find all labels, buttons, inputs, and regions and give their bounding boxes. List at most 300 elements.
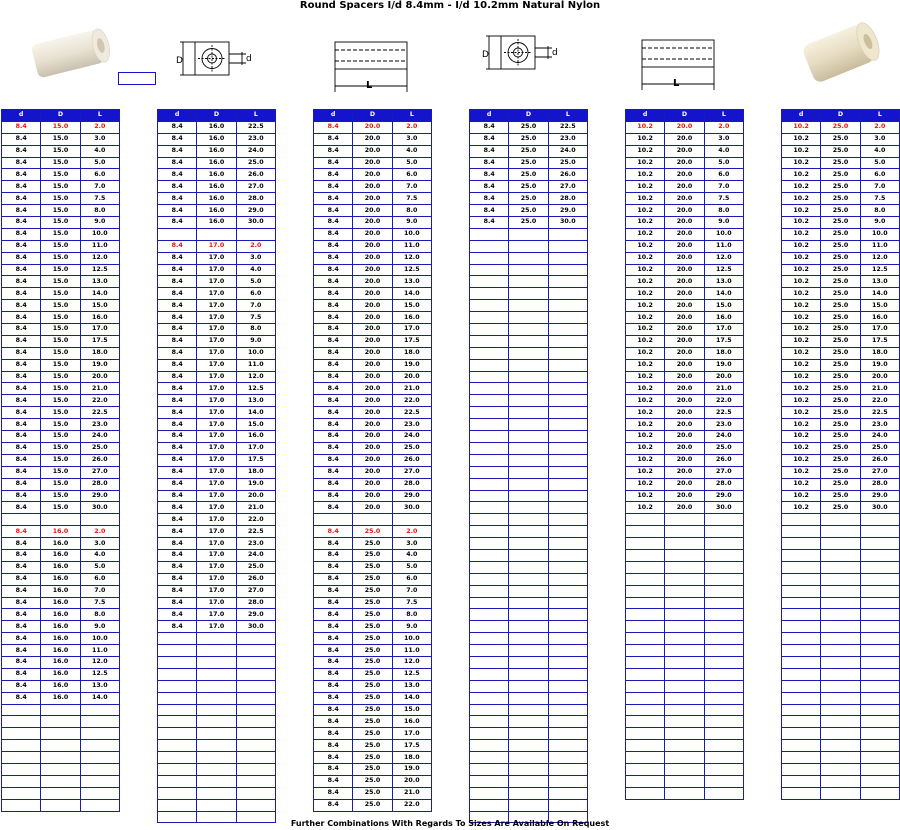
table-cell: 20.0 [353, 478, 392, 490]
table-row [782, 763, 900, 775]
table-cell: 25.0 [353, 573, 392, 585]
table-row [626, 597, 744, 609]
table-cell [470, 645, 509, 657]
table-cell: 19.0 [860, 359, 899, 371]
table-cell [197, 656, 236, 668]
table-cell [158, 680, 197, 692]
table-cell: 25.0 [821, 347, 860, 359]
spacer-photo-right [796, 14, 888, 86]
table-cell [626, 775, 665, 787]
table-row [782, 526, 900, 538]
table-cell [704, 752, 743, 764]
table-cell: 28.0 [860, 478, 899, 490]
table-cell: 8.4 [314, 692, 353, 704]
table-cell: 8.4 [2, 359, 41, 371]
table-cell: 25.0 [821, 240, 860, 252]
table-cell: 25.0 [821, 502, 860, 514]
table-row [470, 740, 588, 752]
table-cell [470, 383, 509, 395]
table-row [158, 478, 276, 490]
table-cell: 8.4 [314, 526, 353, 538]
column-header: d [782, 110, 821, 122]
table-cell: 14.0 [392, 288, 431, 300]
table-row [470, 371, 588, 383]
table-cell [548, 609, 587, 621]
table-row [782, 383, 900, 395]
side-view-diagram-2 [634, 36, 724, 92]
table-cell: 15.0 [41, 228, 80, 240]
table-cell: 8.4 [470, 205, 509, 217]
table-cell [548, 561, 587, 573]
table-cell: 8.4 [2, 597, 41, 609]
table-row [782, 252, 900, 264]
table-cell [626, 538, 665, 550]
table-cell [782, 573, 821, 585]
table-row [626, 419, 744, 431]
table-cell [197, 728, 236, 740]
table-cell: 8.4 [2, 264, 41, 276]
table-cell [470, 252, 509, 264]
table-cell: 8.4 [158, 312, 197, 324]
table-cell: 10.2 [626, 181, 665, 193]
table-cell [548, 419, 587, 431]
table-row [782, 716, 900, 728]
table-row [782, 609, 900, 621]
table-cell: 8.4 [158, 217, 197, 229]
table-cell [626, 716, 665, 728]
table-cell [548, 728, 587, 740]
table-row [158, 668, 276, 680]
table-cell: 8.4 [158, 478, 197, 490]
table-cell: 15.0 [41, 217, 80, 229]
table-row [782, 347, 900, 359]
table-cell [158, 763, 197, 775]
table-cell: 20.0 [353, 240, 392, 252]
table-cell [509, 549, 548, 561]
table-cell [821, 561, 860, 573]
table-cell: 10.0 [392, 228, 431, 240]
table-cell: 25.0 [509, 193, 548, 205]
table-cell: 12.0 [80, 252, 119, 264]
table-cell [509, 597, 548, 609]
table-cell: 8.4 [2, 407, 41, 419]
table-cell: 25.0 [353, 609, 392, 621]
table-cell: 9.0 [392, 621, 431, 633]
table-cell: 8.4 [314, 645, 353, 657]
table-row [2, 680, 120, 692]
table-row [158, 347, 276, 359]
table-cell: 8.4 [2, 324, 41, 336]
table-cell: 8.4 [314, 371, 353, 383]
spacer-photo-left [26, 22, 116, 86]
table-cell: 25.0 [821, 442, 860, 454]
table-cell: 8.4 [2, 466, 41, 478]
table-cell: 25.0 [821, 121, 860, 133]
table-row [314, 478, 432, 490]
table-cell: 10.2 [782, 157, 821, 169]
table-cell [782, 609, 821, 621]
table-cell [782, 787, 821, 799]
table-cell [626, 752, 665, 764]
table-row [626, 538, 744, 550]
table-cell: 17.0 [197, 252, 236, 264]
table-row [470, 276, 588, 288]
table-cell: 25.0 [821, 264, 860, 276]
table-cell: 8.4 [158, 526, 197, 538]
table-cell: 10.0 [80, 633, 119, 645]
table-cell: 15.0 [41, 395, 80, 407]
table-cell: 13.0 [236, 395, 275, 407]
table-cell [704, 656, 743, 668]
table-cell: 29.0 [236, 205, 275, 217]
table-cell: 22.5 [860, 407, 899, 419]
table-cell: 16.0 [41, 573, 80, 585]
table-cell [509, 264, 548, 276]
table-cell [509, 371, 548, 383]
table-cell: 17.0 [197, 538, 236, 550]
table-cell: 8.4 [2, 240, 41, 252]
table-cell: 10.2 [782, 145, 821, 157]
table-cell [548, 300, 587, 312]
table-row [314, 668, 432, 680]
table-cell [470, 312, 509, 324]
table-cell: 20.0 [353, 157, 392, 169]
table-cell: 5.0 [392, 561, 431, 573]
table-cell: 4.0 [80, 549, 119, 561]
table-cell: 20.0 [665, 181, 704, 193]
table-row [782, 621, 900, 633]
table-row [470, 645, 588, 657]
table-cell: 10.2 [782, 300, 821, 312]
table-row [314, 347, 432, 359]
table-row [626, 478, 744, 490]
table-cell: 8.4 [314, 264, 353, 276]
table-row [626, 561, 744, 573]
table-cell: 17.0 [704, 324, 743, 336]
table-row [626, 407, 744, 419]
table-cell: 4.0 [80, 145, 119, 157]
table-cell: 20.0 [353, 205, 392, 217]
table-cell: 6.0 [236, 288, 275, 300]
table-cell: 7.0 [392, 585, 431, 597]
table-cell: 12.5 [80, 668, 119, 680]
table-cell: 8.4 [2, 371, 41, 383]
table-cell [470, 300, 509, 312]
table-row [2, 490, 120, 502]
table-cell: 8.4 [158, 490, 197, 502]
table-cell: 12.0 [236, 371, 275, 383]
table-row [470, 656, 588, 668]
table-cell: 25.0 [353, 752, 392, 764]
table-cell [509, 538, 548, 550]
table-cell: 8.4 [314, 300, 353, 312]
table-cell [470, 442, 509, 454]
table-cell [509, 609, 548, 621]
table-row [314, 240, 432, 252]
table-cell: 15.0 [41, 205, 80, 217]
table-cell [626, 585, 665, 597]
table-row [158, 228, 276, 240]
table-cell: 29.0 [704, 490, 743, 502]
table-cell [782, 549, 821, 561]
table-row [626, 145, 744, 157]
table-row [2, 716, 120, 728]
table-cell [2, 763, 41, 775]
table-cell: 29.0 [392, 490, 431, 502]
table-cell [236, 728, 275, 740]
table-cell [470, 228, 509, 240]
table-cell [236, 692, 275, 704]
table-cell: 25.0 [353, 549, 392, 561]
table-row [782, 597, 900, 609]
table-cell: 16.0 [197, 133, 236, 145]
table-cell [2, 740, 41, 752]
table-row [2, 157, 120, 169]
table-cell: 10.2 [626, 228, 665, 240]
table-cell: 25.0 [236, 561, 275, 573]
table-cell: 6.0 [392, 573, 431, 585]
table-cell: 20.0 [353, 490, 392, 502]
table-cell [2, 799, 41, 811]
table-cell: 8.4 [314, 347, 353, 359]
table-cell: 8.4 [314, 538, 353, 550]
table-cell [158, 775, 197, 787]
table-row [470, 121, 588, 133]
table-row [2, 335, 120, 347]
table-cell: 8.4 [2, 431, 41, 443]
table-row [782, 276, 900, 288]
table-cell: 25.0 [80, 442, 119, 454]
table-cell [470, 597, 509, 609]
table-cell: 27.0 [860, 466, 899, 478]
table-header-row [2, 110, 120, 122]
table-cell: 27.0 [704, 466, 743, 478]
table-cell: 25.0 [821, 181, 860, 193]
table-cell [470, 573, 509, 585]
table-cell: 20.0 [665, 347, 704, 359]
table-cell: 16.0 [41, 549, 80, 561]
table-row [626, 704, 744, 716]
table-cell [665, 573, 704, 585]
table-cell [197, 740, 236, 752]
table-cell: 10.2 [782, 121, 821, 133]
table-cell [860, 526, 899, 538]
table-cell [860, 609, 899, 621]
table-cell [470, 787, 509, 799]
table-row [158, 466, 276, 478]
table-row [470, 169, 588, 181]
table-cell: 8.4 [314, 335, 353, 347]
table-cell: 17.5 [236, 454, 275, 466]
table-cell: 21.0 [704, 383, 743, 395]
table-cell: 18.0 [704, 347, 743, 359]
table-row [314, 740, 432, 752]
column-header: L [392, 110, 431, 122]
table-cell [860, 621, 899, 633]
table-cell: 17.5 [80, 335, 119, 347]
table-cell: 6.0 [80, 573, 119, 585]
table-cell [236, 668, 275, 680]
table-row [2, 217, 120, 229]
column-header: D [41, 110, 80, 122]
table-row [158, 680, 276, 692]
table-cell: 25.0 [821, 383, 860, 395]
table-cell: 8.4 [2, 347, 41, 359]
table-cell: 8.4 [2, 573, 41, 585]
table-row [470, 597, 588, 609]
table-row [158, 193, 276, 205]
table-cell: 20.0 [665, 240, 704, 252]
table-cell [470, 502, 509, 514]
table-cell [509, 347, 548, 359]
table-cell: 10.2 [626, 466, 665, 478]
table-cell: 8.0 [392, 205, 431, 217]
table-cell: 8.4 [2, 181, 41, 193]
table-cell: 8.4 [314, 383, 353, 395]
table-cell: 25.0 [704, 442, 743, 454]
table-cell: 22.0 [392, 395, 431, 407]
table-row [782, 692, 900, 704]
table-cell: 8.4 [158, 145, 197, 157]
table-row [158, 454, 276, 466]
table-cell: 25.0 [353, 692, 392, 704]
table-cell [80, 787, 119, 799]
table-cell: 25.0 [509, 169, 548, 181]
table-cell: 8.4 [2, 276, 41, 288]
table-row [470, 157, 588, 169]
table-cell [548, 633, 587, 645]
table-cell [704, 716, 743, 728]
table-row [470, 264, 588, 276]
table-row [314, 228, 432, 240]
table-cell: 12.5 [704, 264, 743, 276]
table-cell: 25.0 [353, 740, 392, 752]
table-cell [626, 526, 665, 538]
table-row [314, 490, 432, 502]
table-cell: 8.4 [2, 633, 41, 645]
table-row [158, 121, 276, 133]
table-cell [548, 228, 587, 240]
table-cell: 20.0 [353, 276, 392, 288]
table-cell: 8.4 [314, 169, 353, 181]
table-cell: 7.5 [236, 312, 275, 324]
table-cell: 28.0 [704, 478, 743, 490]
table-row [626, 668, 744, 680]
table-cell: 30.0 [860, 502, 899, 514]
table-cell [548, 621, 587, 633]
table-cell: 27.0 [236, 585, 275, 597]
table-cell: 15.0 [41, 133, 80, 145]
table-cell: 13.0 [80, 276, 119, 288]
table-cell [860, 692, 899, 704]
table-row [626, 276, 744, 288]
table-cell: 8.4 [2, 680, 41, 692]
table-cell: 7.5 [392, 193, 431, 205]
table-cell: 8.4 [314, 359, 353, 371]
table-row [314, 276, 432, 288]
column-header: L [80, 110, 119, 122]
table-cell: 15.0 [41, 371, 80, 383]
table-row [314, 645, 432, 657]
table-cell [821, 716, 860, 728]
table-cell: 10.2 [782, 252, 821, 264]
table-cell [548, 312, 587, 324]
table-cell: 8.4 [314, 740, 353, 752]
table-row [314, 763, 432, 775]
table-cell: 17.0 [197, 383, 236, 395]
table-row [314, 288, 432, 300]
table-cell [470, 728, 509, 740]
table-cell [470, 431, 509, 443]
column-header: d [2, 110, 41, 122]
table-row [2, 240, 120, 252]
table-cell: 20.0 [80, 371, 119, 383]
table-cell: 10.0 [860, 228, 899, 240]
table-cell [665, 716, 704, 728]
table-cell: 8.4 [470, 157, 509, 169]
table-row [626, 181, 744, 193]
table-row [626, 395, 744, 407]
table-cell: 8.4 [158, 181, 197, 193]
table-cell [821, 704, 860, 716]
table-cell [548, 668, 587, 680]
table-cell [548, 763, 587, 775]
column-header: D [509, 110, 548, 122]
table-row [2, 228, 120, 240]
table-cell [509, 240, 548, 252]
table-cell: 5.0 [236, 276, 275, 288]
table-row [314, 371, 432, 383]
table-cell [704, 514, 743, 526]
table-cell [626, 633, 665, 645]
table-cell: 16.0 [41, 680, 80, 692]
table-cell: 24.0 [392, 431, 431, 443]
table-cell: 23.0 [236, 538, 275, 550]
table-cell [704, 645, 743, 657]
table-cell [470, 799, 509, 811]
table-cell: 3.0 [80, 133, 119, 145]
table-row [158, 359, 276, 371]
table-cell [860, 633, 899, 645]
table-cell: 25.0 [821, 312, 860, 324]
table-cell [158, 799, 197, 811]
table-cell [470, 419, 509, 431]
table-cell: 8.4 [470, 217, 509, 229]
table-row [782, 133, 900, 145]
table-row [314, 419, 432, 431]
table-row [626, 692, 744, 704]
table-cell: 25.0 [353, 763, 392, 775]
table-row [2, 538, 120, 550]
table-cell: 22.5 [392, 407, 431, 419]
table-cell: 20.0 [665, 121, 704, 133]
table-cell: 27.0 [236, 181, 275, 193]
table-row [782, 728, 900, 740]
table-cell [80, 728, 119, 740]
table-cell: 25.0 [821, 371, 860, 383]
table-cell: 8.4 [314, 502, 353, 514]
table-cell: 20.0 [353, 419, 392, 431]
table-cell: 8.0 [236, 324, 275, 336]
table-cell [704, 633, 743, 645]
table-row [2, 276, 120, 288]
table-cell: 20.0 [665, 466, 704, 478]
table-cell [704, 668, 743, 680]
table-cell: 20.0 [353, 169, 392, 181]
table-cell: 10.2 [626, 133, 665, 145]
table-cell [80, 514, 119, 526]
table-cell: 10.2 [782, 466, 821, 478]
